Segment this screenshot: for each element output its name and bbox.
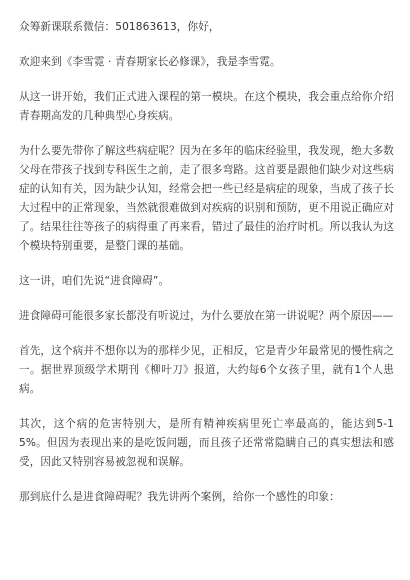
paragraph-reasons-intro: 进食障碍可能很多家长都没有听说过，为什么要放在第一讲说呢？两个原因——: [19, 310, 394, 322]
paragraph-welcome: 欢迎来到《李雪霓 · 青春期家长必修课》，我是李雪霓。: [19, 56, 281, 68]
article-body: [19, 18, 394, 523]
paragraph-cases-intro: 那到底什么是进食障碍呢？我先讲两个案例，给你一个感性的印象：: [19, 491, 340, 503]
paragraph-reason-first: 首先，这个病并不想你以为的那样少见，正相反，它是青少年最常见的慢性病之一。据世界顶级学术期刊《柳叶刀》报道，大约每6个女孩子里，就有1个人患病。: [19, 345, 394, 395]
paragraph-contact: 众筹新课联系微信：501863613，你好，: [19, 21, 220, 33]
paragraph-topic: 这一讲，咱们先说“进食障碍”。: [19, 275, 170, 287]
paragraph-reason-second: 其次，这个病的危害特别大，是所有精神疾病里死亡率最高的，能达到5-15%。但因为表现出来的是吃饭问题，而且孩子还常常隐瞒自己的真实想法和感受，因此又特别容易被忽视和误解。: [19, 418, 394, 468]
paragraph-module-intro: 从这一讲开始，我们正式进入课程的第一模块。在这个模块，我会重点给你介绍青春期高发的几种典型心身疾病。: [19, 91, 394, 122]
paragraph-why: 为什么要先带你了解这些病症呢？因为在多年的临床经验里，我发现，绝大多数父母在带孩子找到专科医生之前，走了很多弯路。这首要是跟他们缺少对这些病症的认知有关，因为缺少认知，经常会把一些已经是病症的现象，当成了孩子长大过程中的正常现象，当然就很难做到对疾病的识别和预防，更不用说正确应对了。结果往往等孩子的病得重了再来看，错过了最佳的治疗时机。所以我认为这个模块特别重要，是整门课的基础。: [19, 145, 394, 252]
